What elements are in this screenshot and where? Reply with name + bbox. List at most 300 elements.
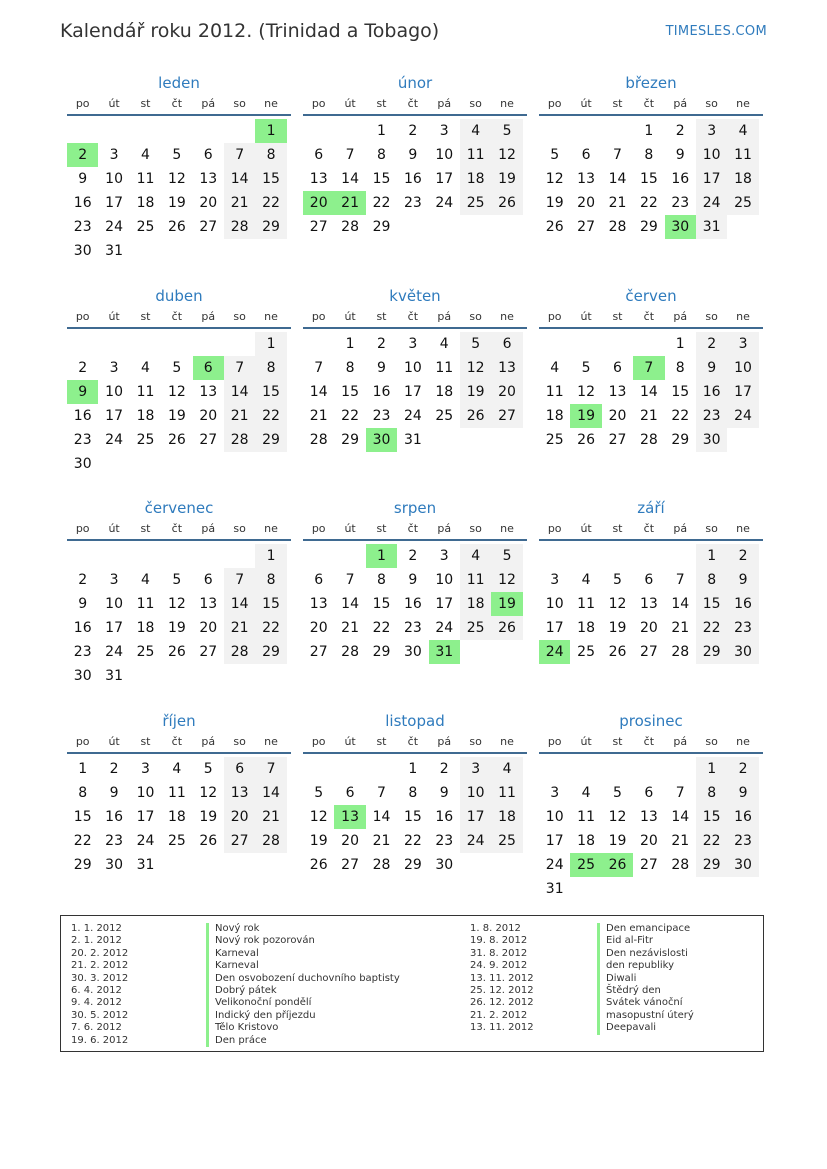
day-cell: 29: [639, 219, 658, 235]
empty-cell: [98, 119, 129, 143]
day-cell: 11: [545, 384, 564, 400]
day-cell: 2: [727, 757, 758, 781]
legend-holiday-name: Den nezávislosti: [597, 948, 694, 960]
day-cell: 17: [696, 167, 727, 191]
day-cell: 26: [491, 191, 522, 215]
day-cell: 5: [314, 785, 324, 801]
legend-date: 13. 11. 2012: [470, 1022, 534, 1034]
day-cell: 27: [199, 644, 218, 660]
day-cell: 26: [167, 644, 186, 660]
weekday-label: út: [108, 522, 120, 535]
weekday-label: st: [612, 97, 623, 110]
day-cell: 17: [136, 809, 155, 825]
day-cell: 27: [309, 219, 328, 235]
empty-cell: [161, 332, 192, 356]
day-cell: 16: [403, 171, 422, 187]
day-cell: 20: [199, 620, 218, 636]
weekday-label: so: [705, 310, 718, 323]
day-cell: 1: [675, 336, 685, 352]
month-name: listopad: [385, 712, 445, 730]
month-2: [539, 72, 763, 239]
day-cell: 4: [550, 360, 560, 376]
weekday-label: so: [469, 310, 482, 323]
month-6: [67, 497, 291, 688]
day-cell: 12: [167, 596, 186, 612]
day-cell: 23: [73, 219, 92, 235]
weekday-label: čt: [643, 522, 655, 535]
day-cell: 28: [341, 644, 359, 660]
empty-cell: [303, 332, 334, 356]
day-cell: 30: [696, 428, 727, 452]
day-cell: 15: [255, 380, 286, 404]
day-cell: 20: [341, 833, 359, 849]
legend-holiday-name: Dobrý pátek: [206, 985, 400, 997]
day-cell: 6: [203, 572, 213, 588]
weekday-label: so: [233, 522, 246, 535]
day-cell: 12: [491, 568, 522, 592]
day-cell: 7: [613, 147, 622, 163]
weekday-label: ne: [264, 735, 278, 748]
legend-date: 7. 6. 2012: [71, 1022, 122, 1034]
day-cell: 25: [167, 833, 186, 849]
day-cell: 24: [539, 640, 570, 664]
empty-cell: [334, 544, 365, 568]
month-name: květen: [389, 287, 441, 305]
day-cell: 19: [608, 620, 627, 636]
day-cell: 22: [696, 829, 727, 853]
weekday-header: [539, 519, 763, 541]
empty-cell: [539, 757, 570, 781]
day-cell: 9: [439, 785, 449, 801]
day-cell: 18: [435, 384, 454, 400]
month-name: prosinec: [619, 712, 683, 730]
day-cell: 3: [408, 336, 418, 352]
weekday-label: po: [75, 735, 90, 748]
empty-cell: [602, 544, 633, 568]
day-cell: 28: [639, 432, 658, 448]
day-cell: 13: [199, 171, 218, 187]
day-grid: [67, 544, 291, 688]
empty-cell: [665, 544, 696, 568]
day-cell: 5: [172, 360, 182, 376]
day-cell: 31: [105, 243, 123, 259]
day-cell: 1: [408, 761, 418, 777]
day-cell: 31: [696, 215, 727, 239]
empty-cell: [303, 119, 334, 143]
day-cell: 2: [78, 360, 88, 376]
day-cell: 24: [460, 829, 491, 853]
day-cell: 18: [577, 620, 595, 636]
day-cell: 13: [577, 171, 595, 187]
day-cell: 21: [671, 620, 690, 636]
day-cell: 1: [366, 544, 397, 568]
day-cell: 15: [671, 384, 690, 400]
empty-cell: [539, 332, 570, 356]
day-cell: 2: [696, 332, 727, 356]
month-name: leden: [158, 74, 200, 92]
month-8: [539, 497, 763, 664]
day-cell: 9: [727, 568, 758, 592]
day-cell: 20: [577, 195, 595, 211]
weekday-header: [67, 732, 291, 754]
day-cell: 10: [545, 596, 564, 612]
day-cell: 23: [105, 833, 123, 849]
empty-cell: [303, 757, 334, 781]
day-cell: 19: [167, 195, 186, 211]
day-cell: 18: [545, 408, 564, 424]
day-cell: 12: [199, 785, 218, 801]
day-cell: 5: [613, 572, 622, 588]
page-title: Kalendář roku 2012. (Trinidad a Tobago): [60, 20, 440, 42]
weekday-label: st: [612, 735, 623, 748]
day-cell: 15: [696, 805, 727, 829]
day-cell: 15: [372, 596, 391, 612]
day-cell: 15: [372, 171, 391, 187]
day-cell: 9: [67, 380, 98, 404]
day-cell: 7: [345, 147, 355, 163]
empty-cell: [193, 119, 224, 143]
day-cell: 2: [675, 123, 685, 139]
day-cell: 25: [136, 644, 155, 660]
weekday-label: st: [140, 735, 151, 748]
day-cell: 20: [608, 408, 627, 424]
legend-date: 13. 11. 2012: [470, 972, 534, 984]
day-cell: 29: [255, 215, 286, 239]
day-cell: 6: [224, 757, 255, 781]
day-cell: 9: [78, 171, 88, 187]
day-cell: 11: [167, 785, 186, 801]
day-cell: 15: [73, 809, 92, 825]
weekday-label: út: [344, 735, 356, 748]
day-cell: 5: [203, 761, 213, 777]
day-cell: 7: [675, 785, 685, 801]
legend-holiday-name: Štědrý den: [597, 985, 694, 997]
weekday-label: po: [547, 97, 562, 110]
day-cell: 24: [403, 408, 422, 424]
day-cell: 14: [255, 781, 286, 805]
day-cell: 21: [671, 833, 690, 849]
day-cell: 11: [460, 143, 491, 167]
weekday-label: pá: [673, 735, 688, 748]
day-cell: 10: [403, 360, 422, 376]
day-cell: 1: [696, 544, 727, 568]
day-cell: 5: [491, 544, 522, 568]
weekday-label: so: [233, 735, 246, 748]
weekday-header: [539, 94, 763, 116]
day-grid: [539, 757, 763, 901]
day-cell: 28: [224, 640, 255, 664]
day-cell: 3: [109, 572, 119, 588]
weekday-label: pá: [673, 310, 688, 323]
empty-cell: [130, 119, 161, 143]
weekday-label: ne: [736, 735, 750, 748]
month-name: červenec: [144, 499, 214, 517]
day-grid: [67, 119, 291, 263]
weekday-header: [539, 732, 763, 754]
day-cell: 29: [255, 428, 286, 452]
month-3: [67, 285, 291, 476]
weekday-label: so: [705, 735, 718, 748]
day-cell: 31: [429, 640, 460, 664]
day-cell: 18: [727, 167, 758, 191]
legend-names-right: [597, 923, 694, 1035]
day-cell: 1: [78, 761, 88, 777]
day-cell: 8: [408, 785, 418, 801]
day-cell: 28: [671, 857, 690, 873]
day-cell: 11: [491, 781, 522, 805]
day-cell: 24: [105, 432, 123, 448]
day-cell: 5: [172, 572, 182, 588]
day-cell: 16: [727, 592, 758, 616]
legend-date: 19. 8. 2012: [470, 935, 528, 947]
day-cell: 3: [550, 785, 560, 801]
weekday-label: pá: [437, 735, 452, 748]
day-grid: [539, 544, 763, 664]
day-cell: 23: [73, 644, 92, 660]
day-cell: 22: [372, 195, 391, 211]
weekday-header: [303, 94, 527, 116]
day-cell: 1: [255, 119, 286, 143]
empty-cell: [602, 757, 633, 781]
empty-cell: [224, 544, 255, 568]
day-cell: 25: [577, 644, 595, 660]
empty-cell: [570, 544, 601, 568]
weekday-label: čt: [643, 735, 655, 748]
legend-holiday-name: masopustní úterý: [597, 1010, 694, 1022]
weekday-label: po: [311, 97, 326, 110]
day-cell: 14: [224, 167, 255, 191]
day-cell: 6: [203, 147, 213, 163]
weekday-label: pá: [673, 97, 688, 110]
day-cell: 4: [172, 761, 182, 777]
day-cell: 4: [439, 336, 449, 352]
day-cell: 27: [199, 219, 218, 235]
empty-cell: [130, 332, 161, 356]
day-cell: 20: [491, 380, 522, 404]
day-cell: 23: [671, 195, 690, 211]
day-cell: 30: [366, 428, 397, 452]
brand-logo[interactable]: TIMESLES.COM: [665, 24, 767, 39]
day-cell: 27: [491, 404, 522, 428]
empty-cell: [602, 332, 633, 356]
legend-holiday-name: Diwali: [597, 973, 694, 985]
weekday-label: ne: [736, 522, 750, 535]
month-1: [303, 72, 527, 239]
day-cell: 20: [639, 620, 658, 636]
day-cell: 10: [435, 147, 454, 163]
day-cell: 8: [696, 568, 727, 592]
day-cell: 22: [671, 408, 690, 424]
day-cell: 22: [372, 620, 391, 636]
day-cell: 17: [435, 596, 454, 612]
empty-cell: [570, 757, 601, 781]
day-cell: 9: [696, 356, 727, 380]
day-cell: 21: [224, 616, 255, 640]
day-cell: 16: [73, 195, 92, 211]
day-cell: 18: [460, 167, 491, 191]
weekday-header: [67, 94, 291, 116]
day-cell: 28: [341, 219, 359, 235]
legend-date: 19. 6. 2012: [71, 1034, 129, 1046]
day-cell: 15: [403, 809, 422, 825]
day-cell: 23: [435, 833, 454, 849]
weekday-label: út: [344, 97, 356, 110]
day-grid: [539, 119, 763, 239]
day-cell: 23: [372, 408, 391, 424]
day-cell: 29: [372, 219, 391, 235]
empty-cell: [539, 119, 570, 143]
weekday-label: út: [344, 522, 356, 535]
day-cell: 13: [491, 356, 522, 380]
day-cell: 26: [577, 432, 595, 448]
weekday-label: út: [108, 735, 120, 748]
day-cell: 22: [73, 833, 92, 849]
weekday-label: st: [376, 735, 387, 748]
day-cell: 23: [403, 620, 422, 636]
weekday-label: pá: [437, 522, 452, 535]
day-cell: 18: [460, 592, 491, 616]
legend-holiday-name: Deepavali: [597, 1022, 694, 1034]
day-cell: 14: [608, 171, 627, 187]
day-cell: 25: [136, 219, 155, 235]
weekday-label: so: [469, 735, 482, 748]
month-4: [303, 285, 527, 452]
day-cell: 19: [570, 404, 601, 428]
empty-cell: [570, 119, 601, 143]
month-name: duben: [155, 287, 203, 305]
day-cell: 19: [309, 833, 328, 849]
day-cell: 3: [109, 360, 119, 376]
day-cell: 21: [608, 195, 627, 211]
legend-holiday-name: Eid al-Fitr: [597, 935, 694, 947]
day-cell: 20: [639, 833, 658, 849]
day-grid: [303, 757, 527, 877]
day-cell: 9: [408, 572, 418, 588]
day-cell: 30: [403, 644, 422, 660]
day-cell: 7: [255, 757, 286, 781]
empty-cell: [67, 119, 98, 143]
day-cell: 29: [403, 857, 422, 873]
weekday-label: út: [108, 310, 120, 323]
day-cell: 22: [403, 833, 422, 849]
day-cell: 25: [435, 408, 454, 424]
day-cell: 5: [172, 147, 182, 163]
day-cell: 18: [136, 620, 155, 636]
day-cell: 24: [435, 620, 454, 636]
day-cell: 4: [141, 572, 150, 588]
legend-holiday-name: Nový rok pozorován: [206, 935, 400, 947]
empty-cell: [602, 119, 633, 143]
day-cell: 16: [671, 171, 690, 187]
day-cell: 26: [199, 833, 218, 849]
weekday-label: čt: [171, 522, 183, 535]
day-cell: 28: [224, 215, 255, 239]
day-cell: 19: [167, 408, 186, 424]
day-cell: 10: [460, 781, 491, 805]
day-cell: 2: [408, 548, 418, 564]
day-cell: 28: [372, 857, 391, 873]
weekday-label: so: [233, 97, 246, 110]
day-cell: 23: [727, 616, 758, 640]
day-cell: 16: [372, 384, 391, 400]
day-cell: 28: [671, 644, 690, 660]
day-grid: [303, 332, 527, 452]
weekday-label: po: [75, 310, 90, 323]
day-cell: 8: [696, 781, 727, 805]
weekday-label: ne: [500, 735, 514, 748]
day-cell: 30: [727, 853, 758, 877]
day-cell: 13: [199, 596, 218, 612]
day-cell: 11: [460, 568, 491, 592]
day-cell: 20: [303, 191, 334, 215]
day-cell: 10: [105, 171, 123, 187]
day-cell: 1: [255, 332, 286, 356]
weekday-label: st: [140, 310, 151, 323]
day-cell: 25: [491, 829, 522, 853]
day-cell: 8: [377, 572, 386, 588]
day-cell: 7: [314, 360, 324, 376]
empty-cell: [161, 544, 192, 568]
day-cell: 24: [727, 404, 758, 428]
weekday-label: ne: [500, 310, 514, 323]
weekday-label: po: [75, 522, 90, 535]
day-cell: 6: [193, 356, 224, 380]
day-cell: 13: [639, 809, 658, 825]
day-grid: [303, 119, 527, 239]
day-cell: 10: [696, 143, 727, 167]
legend-date: 21. 2. 2012: [71, 960, 129, 972]
day-cell: 23: [727, 829, 758, 853]
day-cell: 25: [136, 432, 155, 448]
day-cell: 13: [199, 384, 218, 400]
day-cell: 12: [545, 171, 564, 187]
day-grid: [303, 544, 527, 664]
day-cell: 16: [105, 809, 123, 825]
day-cell: 16: [696, 380, 727, 404]
day-cell: 10: [136, 785, 155, 801]
day-cell: 19: [491, 592, 522, 616]
day-cell: 10: [435, 572, 454, 588]
day-cell: 2: [408, 123, 418, 139]
day-cell: 27: [577, 219, 595, 235]
weekday-label: út: [580, 522, 592, 535]
day-cell: 15: [341, 384, 359, 400]
day-cell: 10: [105, 384, 123, 400]
day-cell: 11: [727, 143, 758, 167]
day-cell: 6: [613, 360, 622, 376]
month-9: [67, 710, 291, 877]
weekday-header: [67, 519, 291, 541]
empty-cell: [334, 119, 365, 143]
day-cell: 26: [602, 853, 633, 877]
day-cell: 17: [105, 195, 123, 211]
day-cell: 10: [727, 356, 758, 380]
day-cell: 15: [255, 592, 286, 616]
weekday-label: po: [311, 310, 326, 323]
month-name: březen: [625, 74, 677, 92]
day-cell: 22: [255, 404, 286, 428]
day-cell: 9: [109, 785, 119, 801]
day-cell: 24: [435, 195, 454, 211]
day-cell: 21: [224, 404, 255, 428]
day-cell: 16: [727, 805, 758, 829]
day-cell: 19: [460, 380, 491, 404]
weekday-label: čt: [643, 310, 655, 323]
day-cell: 16: [73, 620, 92, 636]
weekday-label: po: [547, 310, 562, 323]
month-10: [303, 710, 527, 877]
weekday-label: čt: [643, 97, 655, 110]
